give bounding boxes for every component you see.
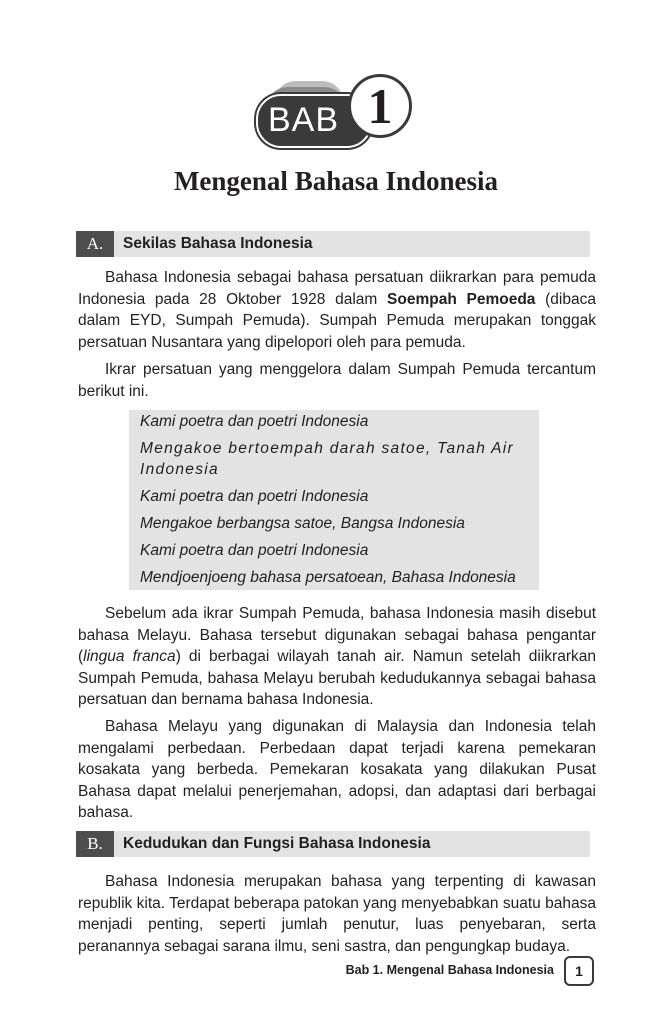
badge-number: 1	[348, 74, 412, 138]
italic-term: lingua franca	[83, 648, 176, 665]
chapter-badge	[252, 70, 422, 150]
quote-line: Mengakoe bertoempah darah satoe, Tanah Air Indonesia	[140, 440, 514, 478]
quote-line: Kami poetra dan poetri Indonesia	[140, 413, 369, 430]
chapter-title: Mengenal Bahasa Indonesia	[173, 166, 499, 196]
section-b-letter: B.	[76, 831, 114, 857]
quote-line: Mendjoenjoeng bahasa persatoean, Bahasa Indonesia	[140, 569, 516, 586]
section-a-paragraph-2: Ikrar persatuan yang menggelora dalam Sumpah Pemuda tercantum berikut ini.	[78, 361, 596, 400]
paragraph-text: Sebelum ada ikrar Sumpah Pemuda, bahasa Indonesia masih disebut bahasa Melayu. Bahasa tersebut digunakan sebagai bahasa pengantar (	[78, 605, 596, 665]
section-b-header	[76, 831, 590, 857]
bold-term: Soempah Pemoeda	[387, 290, 536, 308]
page-number: 1	[564, 956, 594, 986]
section-a-letter: A.	[76, 231, 114, 257]
section-a-header	[76, 231, 590, 257]
pledge-quote-box	[129, 410, 539, 590]
section-a-paragraph-1	[78, 267, 596, 353]
paragraph-text: (dibaca dalam EYD, Sumpah Pemuda). Sumpah Pemuda merupakan tonggak persatuan Nusantara yang dipelopori oleh para pemuda.	[78, 290, 596, 351]
quote-line: Kami poetra dan poetri Indonesia	[140, 542, 369, 559]
paragraph-text: ) di berbagai wilayah tanah air. Namun setelah diikrarkan Sumpah Pemuda, bahasa Melayu berubah kedudukannya sebagai bahasa persatuan dan bernama bahasa Indonesia.	[78, 648, 596, 708]
section-a-title: Sekilas Bahasa Indonesia	[123, 235, 313, 252]
section-a-paragraph-3	[78, 603, 596, 711]
paragraph-text: Bahasa Indonesia sebagai bahasa persatuan diikrarkan para pemuda Indonesia pada 28 Oktober 1928 dalam	[78, 269, 596, 308]
badge-word: BAB	[268, 101, 340, 139]
section-a-paragraph-4: Bahasa Melayu yang digunakan di Malaysia dan Indonesia telah mengalami perbedaan. Perbedaan dapat terjadi karena pemekaran kosakata yang berbeda. Pemekaran kosakata yang dilakukan Pusat Bahasa dapat melalui penerjemahan, adopsi, dan adaptasi dari berbagai bahasa.	[78, 718, 596, 821]
quote-line: Mengakoe berbangsa satoe, Bangsa Indonesia	[140, 515, 465, 532]
section-b-paragraph-1: Bahasa Indonesia merupakan bahasa yang terpenting di kawasan republik kita. Terdapat beberapa patokan yang menyebabkan suatu bahasa menjadi penting, seperti jumlah penutur, luas penyebaran, serta peranannya sebagai sarana ilmu, seni sastra, dan pengungkap budaya.	[78, 873, 596, 955]
section-b-title: Kedudukan dan Fungsi Bahasa Indonesia	[123, 835, 431, 852]
quote-line: Kami poetra dan poetri Indonesia	[140, 488, 369, 505]
running-footer-title: Bab 1. Mengenal Bahasa Indonesia	[345, 963, 554, 977]
